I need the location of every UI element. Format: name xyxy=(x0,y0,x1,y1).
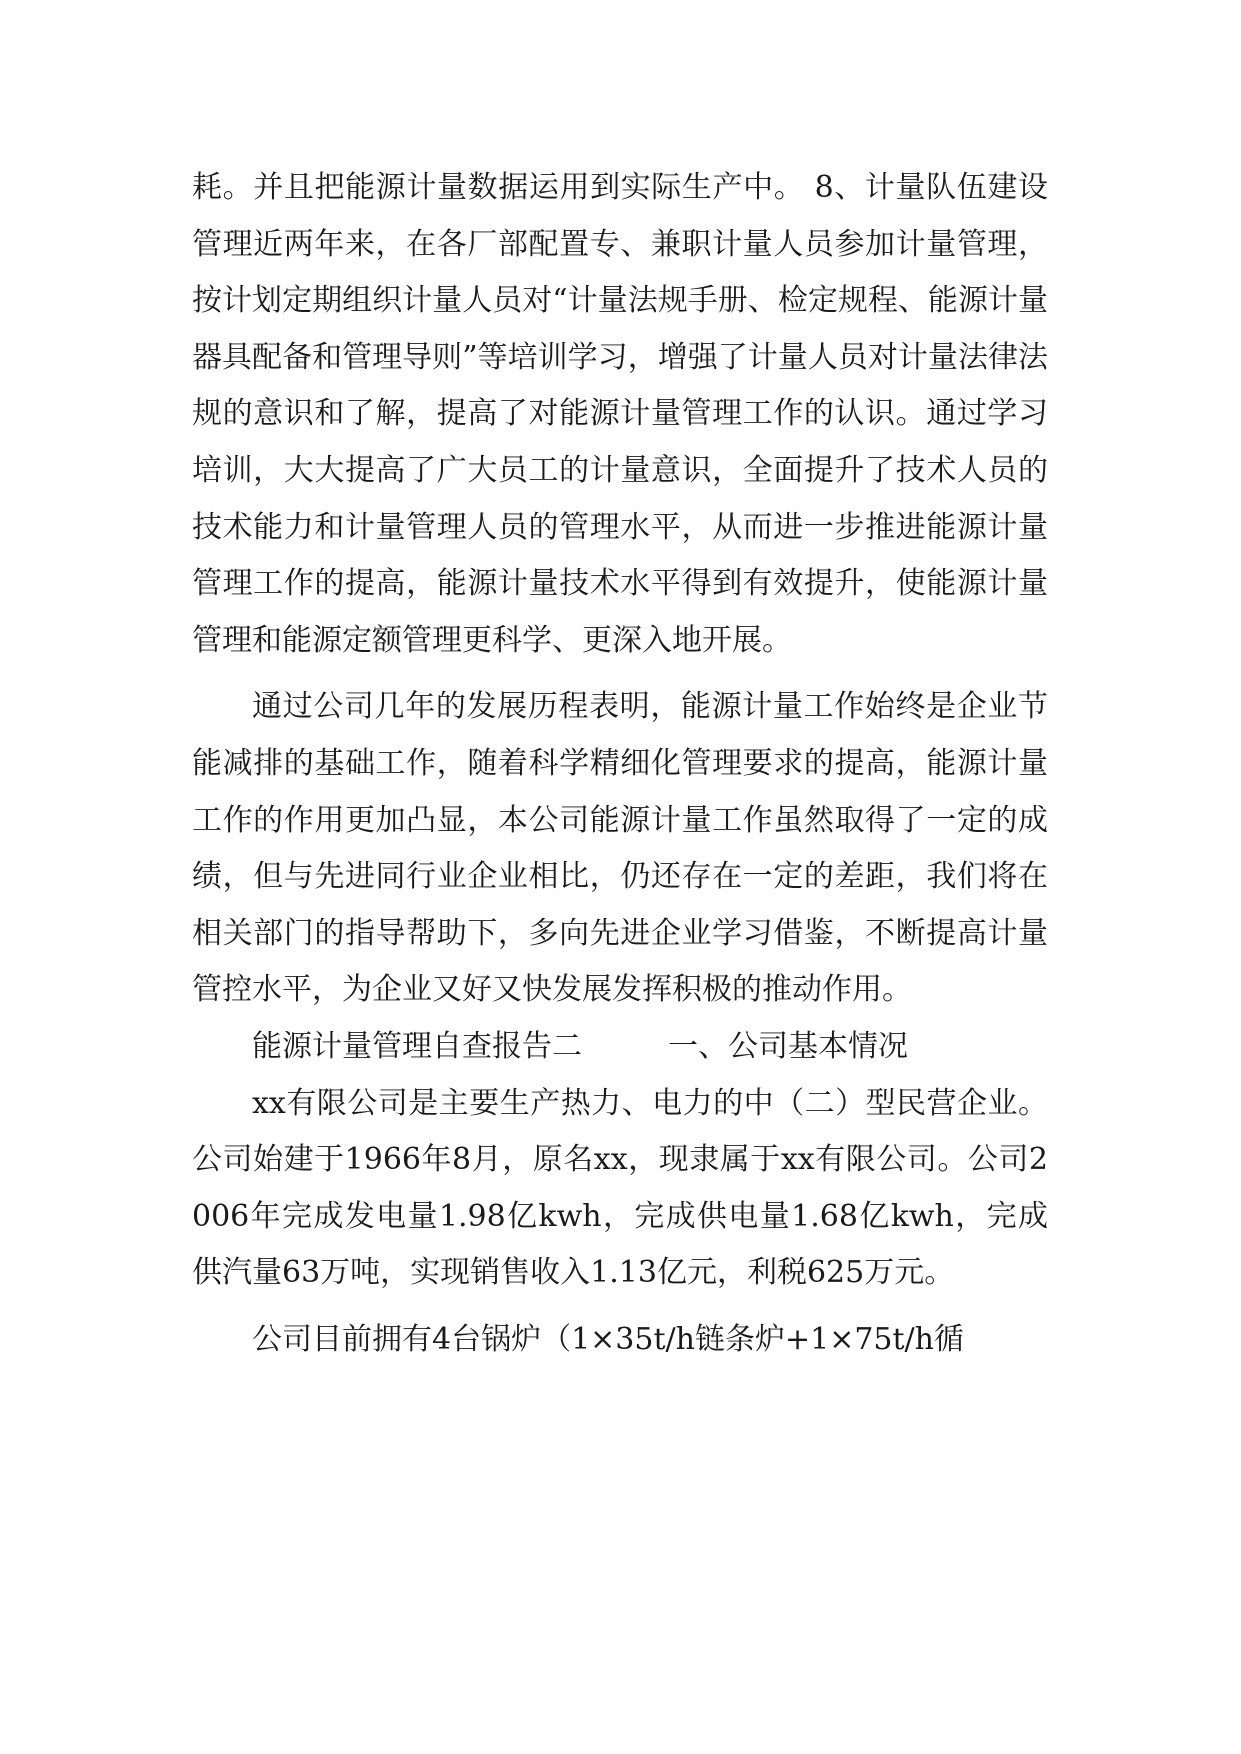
paragraph-boilers: 公司目前拥有4台锅炉（1×35t/h链条炉+1×75t/h循 xyxy=(252,1321,964,1357)
report-heading xyxy=(192,1019,1048,1076)
paragraph-metering-team: 耗。并且把能源计量数据运用到实际生产中。 8、计量队伍建设管理近两年来，在各厂部配置专、兼职计量人员参加计量管理，按计划定期组织计量人员对“计量法规手册、检定规程、能源计量器具配备和管理导则”等培训学习，增强了计量人员对计量法律法规的意识和了解，提高了对能源计量管理工作的认识。通过学习培训，大大提高了广大员工的计量意识，全面提升了技术人员的技术能力和计量管理人员的管理水平，从而进一步推进能源计量管理工作的提高，能源计量技术水平得到有效提升，使能源计量管理和能源定额管理更科学、更深入地开展。 xyxy=(192,170,1048,658)
section-title: 一、公司基本情况 xyxy=(668,1028,908,1064)
report-title: 能源计量管理自查报告二 xyxy=(252,1028,582,1064)
paragraph-company-overview: xx有限公司是主要生产热力、电力的中（二）型民营企业。公司始建于1966年8月，原名xx，现隶属于xx有限公司。公司2006年完成发电量1.98亿kwh，完成供电量1.68亿kwh，完成供汽量63万吨，实现销售收入1.13亿元，利税625万元。 xyxy=(192,1085,1048,1291)
document-body xyxy=(192,160,1048,1368)
paragraph-conclusion: 通过公司几年的发展历程表明，能源计量工作始终是企业节能减排的基础工作，随着科学精细化管理要求的提高，能源计量工作的作用更加凸显，本公司能源计量工作虽然取得了一定的成绩，但与先进同行业企业相比，仍还存在一定的差距，我们将在相关部门的指导帮助下，多向先进企业学习借鉴，不断提高计量管控水平，为企业又好又快发展发挥积极的推动作用。 xyxy=(192,689,1048,1008)
